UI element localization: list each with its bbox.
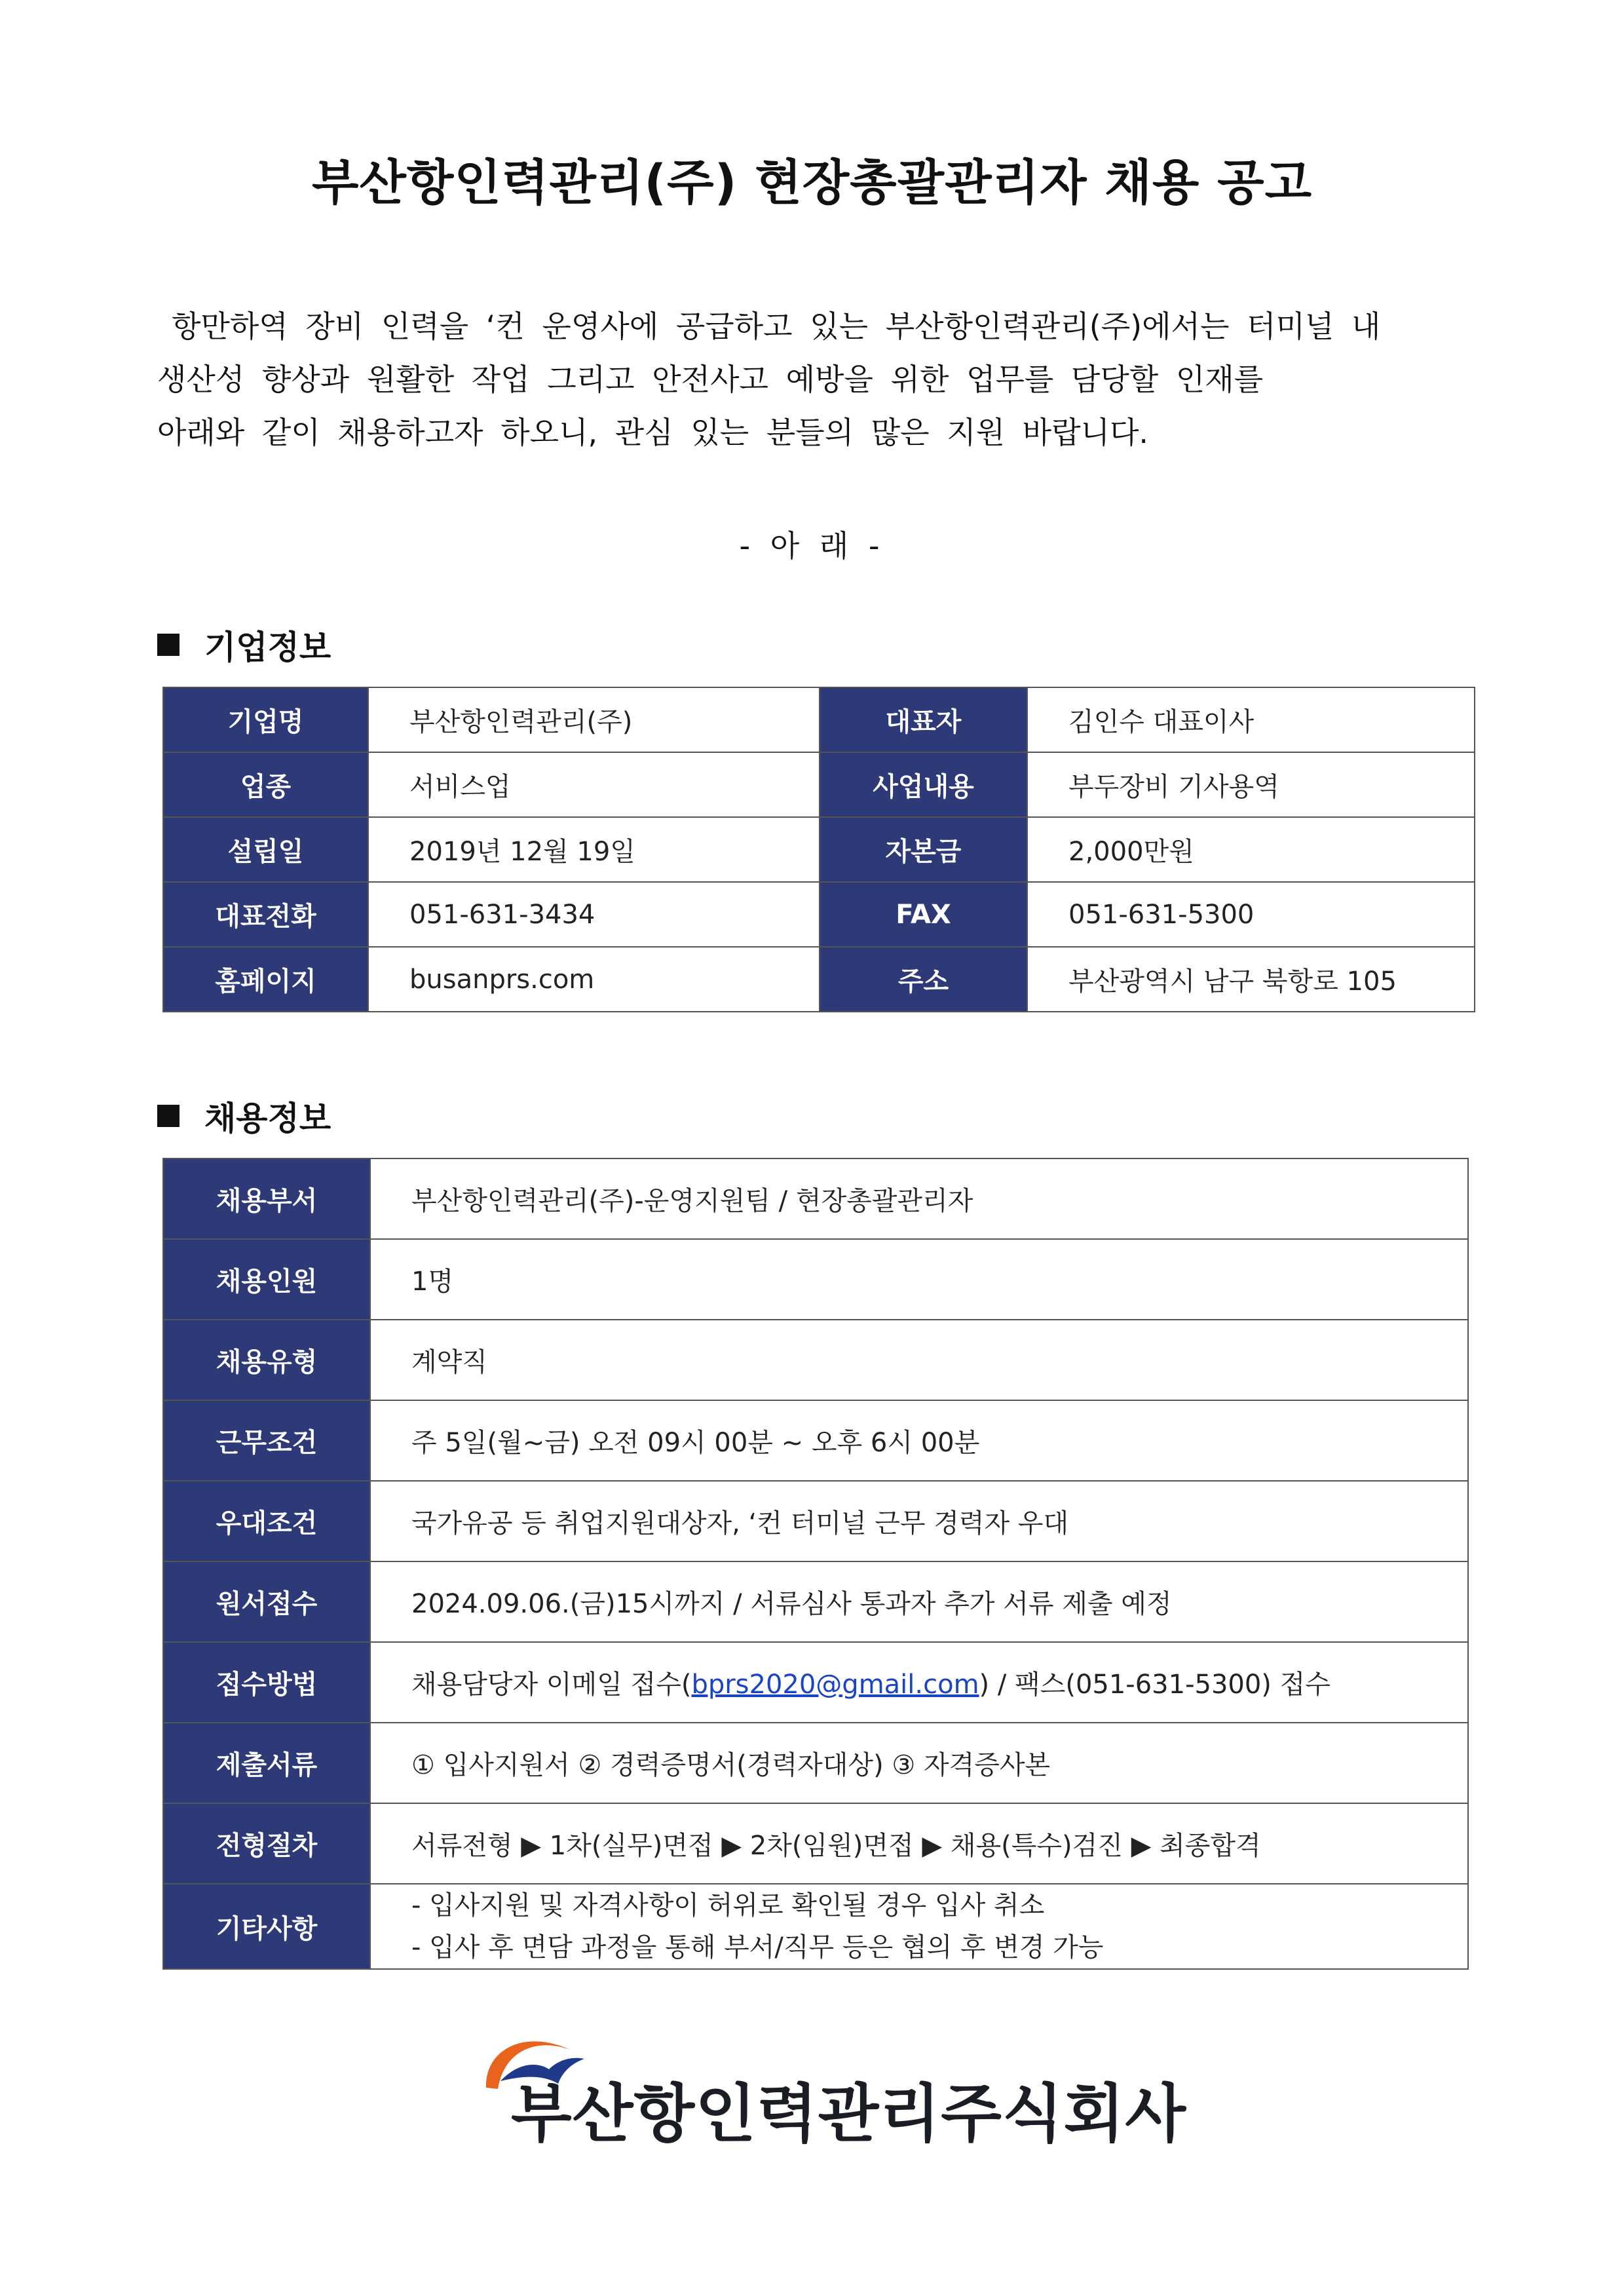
recruit-value: 부산항인력관리(주)-운영지원팀 / 현장총괄관리자	[370, 1158, 1468, 1239]
company-value: 부두장비 기사용역	[1027, 752, 1475, 817]
table-row	[163, 1561, 1468, 1642]
recruit-label: 원서접수	[163, 1561, 370, 1642]
company-label: 설립일	[163, 817, 368, 882]
company-label: 홈페이지	[163, 947, 368, 1012]
recruit-label: 근무조건	[163, 1400, 370, 1481]
table-row	[163, 687, 1475, 752]
recruit-value-multiline	[370, 1884, 1468, 1969]
company-section-heading	[157, 621, 331, 668]
recruit-value: 계약직	[370, 1320, 1468, 1400]
company-label: FAX	[820, 882, 1027, 947]
company-label: 자본금	[820, 817, 1027, 882]
table-row	[163, 1400, 1468, 1481]
recruit-value: 주 5일(월~금) 오전 09시 00분 ~ 오후 6시 00분	[370, 1400, 1468, 1481]
recruit-info-table	[162, 1158, 1469, 1970]
recruit-value: 국가유공 등 취업지원대상자, ‘컨 터미널 근무 경력자 우대	[370, 1481, 1468, 1561]
table-row	[163, 1884, 1468, 1969]
company-value: 부산광역시 남구 북항로 105	[1027, 947, 1475, 1012]
recruit-label: 제출서류	[163, 1723, 370, 1803]
table-row	[163, 1723, 1468, 1803]
company-homepage[interactable]: busanprs.com	[368, 947, 820, 1012]
recruit-value: 1명	[370, 1239, 1468, 1320]
company-value: 서비스업	[368, 752, 820, 817]
recruit-label: 전형절차	[163, 1803, 370, 1884]
square-bullet-icon	[157, 1105, 179, 1127]
company-value: 2019년 12월 19일	[368, 817, 820, 882]
intro-line-1: 항만하역 장비 인력을 ‘컨 운영사에 공급하고 있는 부산항인력관리(주)에서는 터미널 내	[172, 309, 1381, 344]
table-row	[163, 1158, 1468, 1239]
company-section-title: 기업정보	[204, 628, 331, 666]
recruit-value: ① 입사지원서 ② 경력증명서(경력자대상) ③ 자격증사본	[370, 1723, 1468, 1803]
apply-method-prefix: 채용담당자 이메일 접수(	[411, 1670, 692, 1700]
company-value: 051-631-3434	[368, 882, 820, 947]
company-label: 사업내용	[820, 752, 1027, 817]
company-label: 주소	[820, 947, 1027, 1012]
company-label: 기업명	[163, 687, 368, 752]
company-value: 051-631-5300	[1027, 882, 1475, 947]
recruit-label: 접수방법	[163, 1642, 370, 1723]
table-row	[163, 1642, 1468, 1723]
recruit-section-heading	[157, 1092, 331, 1139]
notice-heading: - 아 래 -	[739, 528, 885, 564]
company-value: 2,000만원	[1027, 817, 1475, 882]
recruit-label: 채용부서	[163, 1158, 370, 1239]
table-row	[163, 817, 1475, 882]
table-row	[163, 947, 1475, 1012]
table-row	[163, 1320, 1468, 1400]
email-link[interactable]: bprs2020@gmail.com	[691, 1670, 979, 1700]
logo-text: 부산항인력관리주식회사	[511, 2077, 1187, 2151]
table-row	[163, 1481, 1468, 1561]
square-bullet-icon	[157, 634, 179, 656]
company-logo	[472, 2023, 1187, 2154]
table-row	[163, 882, 1475, 947]
intro-line-3: 아래와 같이 채용하고자 하오니, 관심 있는 분들의 많은 지원 바랍니다.	[157, 415, 1149, 450]
table-row	[163, 1803, 1468, 1884]
company-value: 부산항인력관리(주)	[368, 687, 820, 752]
company-value: 김인수 대표이사	[1027, 687, 1475, 752]
recruit-value: 2024.09.06.(금)15시까지 / 서류심사 통과자 추가 서류 제출 예정	[370, 1561, 1468, 1642]
company-label: 업종	[163, 752, 368, 817]
company-label: 대표전화	[163, 882, 368, 947]
misc-line-2: - 입사 후 면담 과정을 통해 부서/직무 등은 협의 후 변경 가능	[411, 1932, 1104, 1962]
intro-line-2: 생산성 향상과 원활한 작업 그리고 안전사고 예방을 위한 업무를 담당할 인재를	[157, 362, 1264, 397]
recruit-label: 채용인원	[163, 1239, 370, 1320]
misc-line-1: - 입사지원 및 자격사항이 허위로 확인될 경우 입사 취소	[411, 1890, 1045, 1921]
recruit-value: 서류전형 ▶ 1차(실무)면접 ▶ 2차(임원)면접 ▶ 채용(특수)검진 ▶ 최종합격	[370, 1803, 1468, 1884]
apply-method-suffix: ) / 팩스(051-631-5300) 접수	[979, 1670, 1331, 1700]
company-info-table	[162, 687, 1475, 1012]
table-row	[163, 752, 1475, 817]
page-title: 부산항인력관리(주) 현장총괄관리자 채용 공고	[311, 155, 1313, 211]
company-label: 대표자	[820, 687, 1027, 752]
recruit-label: 채용유형	[163, 1320, 370, 1400]
recruit-label: 우대조건	[163, 1481, 370, 1561]
recruit-label: 기타사항	[163, 1884, 370, 1969]
recruit-value	[370, 1642, 1468, 1723]
recruit-section-title: 채용정보	[204, 1100, 331, 1138]
table-row	[163, 1239, 1468, 1320]
